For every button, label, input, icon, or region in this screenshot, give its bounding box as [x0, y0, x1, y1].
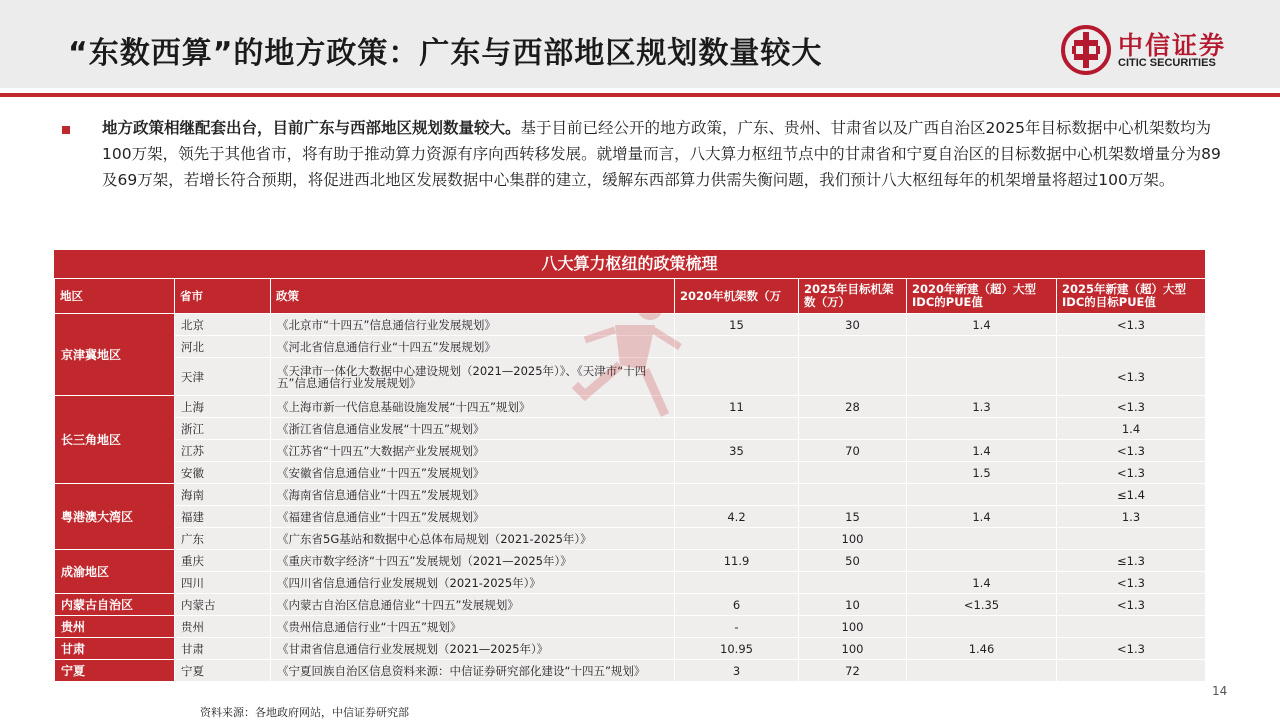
pue-2025-cell: [1057, 616, 1206, 638]
citic-emblem-icon: [1060, 24, 1112, 76]
pue-2025-cell: <1.3: [1057, 358, 1206, 396]
racks-2025-cell: [799, 418, 907, 440]
col-header-racks-2025: 2025年目标机架数（万）: [799, 279, 907, 314]
policy-cell: 《四川省信息通信行业发展规划（2021-2025年）》: [271, 572, 675, 594]
city-cell: 宁夏: [175, 660, 271, 682]
racks-2025-cell: [799, 572, 907, 594]
city-cell: 天津: [175, 358, 271, 396]
logo-text-cn: 中信证券: [1118, 31, 1227, 60]
region-cell: 成渝地区: [55, 550, 175, 594]
header-bar: [0, 0, 1280, 88]
pue-2020-cell: 1.4: [907, 314, 1057, 336]
summary-bold: 地方政策相继配套出台，目前广东与西部地区规划数量较大。: [102, 119, 521, 137]
bullet-square-icon: [62, 126, 70, 134]
racks-2025-cell: 28: [799, 396, 907, 418]
racks-2025-cell: [799, 336, 907, 358]
racks-2020-cell: [675, 528, 799, 550]
source-note: 资料来源：各地政府网站，中信证券研究部: [200, 706, 409, 719]
racks-2020-cell: [675, 358, 799, 396]
policy-cell: 《贵州信息通信行业“十四五”规划》: [271, 616, 675, 638]
city-cell: 广东: [175, 528, 271, 550]
pue-2020-cell: [907, 484, 1057, 506]
city-cell: 江苏: [175, 440, 271, 462]
region-cell: 粤港澳大湾区: [55, 484, 175, 550]
pue-2020-cell: [907, 358, 1057, 396]
racks-2025-cell: [799, 484, 907, 506]
page-number: 14: [1212, 684, 1228, 698]
col-header-city: 省市: [175, 279, 271, 314]
citic-logo: [1060, 24, 1260, 76]
policy-cell: 《天津市一体化大数据中心建设规划（2021—2025年）》、《天津市“十四五”信息通信行业发展规划》: [271, 358, 675, 396]
table-body: [55, 314, 1206, 682]
col-header-policy: 政策: [271, 279, 675, 314]
table-row: [55, 336, 1206, 358]
table-row: [55, 314, 1206, 336]
col-header-racks-2020: 2020年机架数（万: [675, 279, 799, 314]
racks-2020-cell: 11.9: [675, 550, 799, 572]
racks-2020-cell: 6: [675, 594, 799, 616]
summary-text: 基于目前已经公开的地方政策，广东、贵州、甘肃省以及广西自治区2025年目标数据中心机架数均为100万架，领先于其他省市，将有助于推动算力资源有序向西转移发展。就增量而言，八大算力枢纽节点中的甘肃省和宁夏自治区的目标数据中心机架数增量分为89及69万架，若增长符合预期，将促进西北地区发展数据中心集群的建立，缓解东西部算力供需失衡问题，我们预计八大枢纽每年的机架增量将超过100万架。: [102, 119, 1221, 189]
racks-2020-cell: [675, 572, 799, 594]
region-cell: 内蒙古自治区: [55, 594, 175, 616]
pue-2020-cell: [907, 550, 1057, 572]
region-cell: 宁夏: [55, 660, 175, 682]
table-row: [55, 550, 1206, 572]
table-row: [55, 594, 1206, 616]
racks-2020-cell: [675, 484, 799, 506]
table-row: [55, 484, 1206, 506]
racks-2025-cell: 30: [799, 314, 907, 336]
racks-2020-cell: 3: [675, 660, 799, 682]
city-cell: 北京: [175, 314, 271, 336]
page-title: “东数西算”的地方政策：广东与西部地区规划数量较大: [68, 36, 823, 71]
table-row: [55, 506, 1206, 528]
policy-table-container: [54, 250, 1205, 682]
region-cell: 京津冀地区: [55, 314, 175, 396]
city-cell: 贵州: [175, 616, 271, 638]
policy-cell: 《海南省信息通信业“十四五”发展规划》: [271, 484, 675, 506]
racks-2025-cell: 72: [799, 660, 907, 682]
policy-cell: 《甘肃省信息通信行业发展规划（2021—2025年）》: [271, 638, 675, 660]
table-row: [55, 396, 1206, 418]
pue-2020-cell: 1.4: [907, 506, 1057, 528]
racks-2020-cell: 11: [675, 396, 799, 418]
racks-2025-cell: 100: [799, 638, 907, 660]
policy-cell: 《上海市新一代信息基础设施发展“十四五”规划》: [271, 396, 675, 418]
policy-table: [54, 278, 1206, 682]
racks-2020-cell: [675, 336, 799, 358]
pue-2025-cell: [1057, 660, 1206, 682]
racks-2025-cell: 15: [799, 506, 907, 528]
table-row: [55, 638, 1206, 660]
pue-2025-cell: ≤1.4: [1057, 484, 1206, 506]
policy-cell: 《广东省5G基站和数据中心总体布局规划（2021-2025年）》: [271, 528, 675, 550]
city-cell: 内蒙古: [175, 594, 271, 616]
pue-2020-cell: 1.46: [907, 638, 1057, 660]
region-cell: 甘肃: [55, 638, 175, 660]
pue-2020-cell: 1.5: [907, 462, 1057, 484]
city-cell: 浙江: [175, 418, 271, 440]
region-cell: 贵州: [55, 616, 175, 638]
policy-cell: 《北京市“十四五”信息通信行业发展规划》: [271, 314, 675, 336]
city-cell: 安徽: [175, 462, 271, 484]
racks-2025-cell: [799, 358, 907, 396]
city-cell: 福建: [175, 506, 271, 528]
city-cell: 重庆: [175, 550, 271, 572]
city-cell: 甘肃: [175, 638, 271, 660]
racks-2025-cell: 10: [799, 594, 907, 616]
policy-cell: 《福建省信息通信业“十四五”发展规划》: [271, 506, 675, 528]
logo-text-en: CITIC SECURITIES: [1118, 57, 1216, 69]
table-row: [55, 440, 1206, 462]
pue-2020-cell: 1.3: [907, 396, 1057, 418]
col-header-region: 地区: [55, 279, 175, 314]
racks-2025-cell: 100: [799, 616, 907, 638]
racks-2020-cell: [675, 462, 799, 484]
table-header-row: [55, 279, 1206, 314]
col-header-pue-2020: 2020年新建（超）大型IDC的PUE值: [907, 279, 1057, 314]
policy-cell: 《江苏省“十四五”大数据产业发展规划》: [271, 440, 675, 462]
table-row: [55, 572, 1206, 594]
pue-2025-cell: <1.3: [1057, 462, 1206, 484]
table-title: 八大算力枢纽的政策梳理: [54, 250, 1205, 278]
city-cell: 海南: [175, 484, 271, 506]
pue-2025-cell: 1.3: [1057, 506, 1206, 528]
pue-2025-cell: <1.3: [1057, 638, 1206, 660]
policy-cell: 《安徽省信息通信业“十四五”发展规划》: [271, 462, 675, 484]
policy-cell: 《河北省信息通信行业“十四五”发展规划》: [271, 336, 675, 358]
table-row: [55, 358, 1206, 396]
table-row: [55, 616, 1206, 638]
table-row: [55, 462, 1206, 484]
racks-2025-cell: 50: [799, 550, 907, 572]
policy-cell: 《浙江省信息通信业发展“十四五”规划》: [271, 418, 675, 440]
racks-2020-cell: 35: [675, 440, 799, 462]
racks-2020-cell: 4.2: [675, 506, 799, 528]
table-row: [55, 660, 1206, 682]
racks-2020-cell: 15: [675, 314, 799, 336]
pue-2025-cell: <1.3: [1057, 594, 1206, 616]
pue-2020-cell: 1.4: [907, 440, 1057, 462]
pue-2025-cell: <1.3: [1057, 572, 1206, 594]
racks-2020-cell: -: [675, 616, 799, 638]
pue-2025-cell: <1.3: [1057, 396, 1206, 418]
table-row: [55, 528, 1206, 550]
header-divider: [0, 93, 1280, 97]
pue-2025-cell: [1057, 336, 1206, 358]
racks-2025-cell: 70: [799, 440, 907, 462]
policy-cell: 《重庆市数字经济“十四五”发展规划（2021—2025年）》: [271, 550, 675, 572]
pue-2020-cell: [907, 660, 1057, 682]
col-header-pue-2025: 2025年新建（超）大型IDC的目标PUE值: [1057, 279, 1206, 314]
pue-2020-cell: <1.35: [907, 594, 1057, 616]
city-cell: 上海: [175, 396, 271, 418]
region-cell: 长三角地区: [55, 396, 175, 484]
policy-cell: 《宁夏回族自治区信息资料来源：中信证券研究部化建设“十四五”规划》: [271, 660, 675, 682]
pue-2025-cell: <1.3: [1057, 314, 1206, 336]
summary-paragraph: [102, 115, 1222, 193]
pue-2025-cell: <1.3: [1057, 440, 1206, 462]
racks-2025-cell: 100: [799, 528, 907, 550]
table-row: [55, 418, 1206, 440]
racks-2025-cell: [799, 462, 907, 484]
pue-2020-cell: [907, 528, 1057, 550]
pue-2025-cell: ≤1.3: [1057, 550, 1206, 572]
racks-2020-cell: [675, 418, 799, 440]
city-cell: 四川: [175, 572, 271, 594]
city-cell: 河北: [175, 336, 271, 358]
racks-2020-cell: 10.95: [675, 638, 799, 660]
pue-2025-cell: 1.4: [1057, 418, 1206, 440]
pue-2020-cell: 1.4: [907, 572, 1057, 594]
pue-2020-cell: [907, 616, 1057, 638]
pue-2025-cell: [1057, 528, 1206, 550]
pue-2020-cell: [907, 418, 1057, 440]
policy-cell: 《内蒙古自治区信息通信业“十四五”发展规划》: [271, 594, 675, 616]
pue-2020-cell: [907, 336, 1057, 358]
